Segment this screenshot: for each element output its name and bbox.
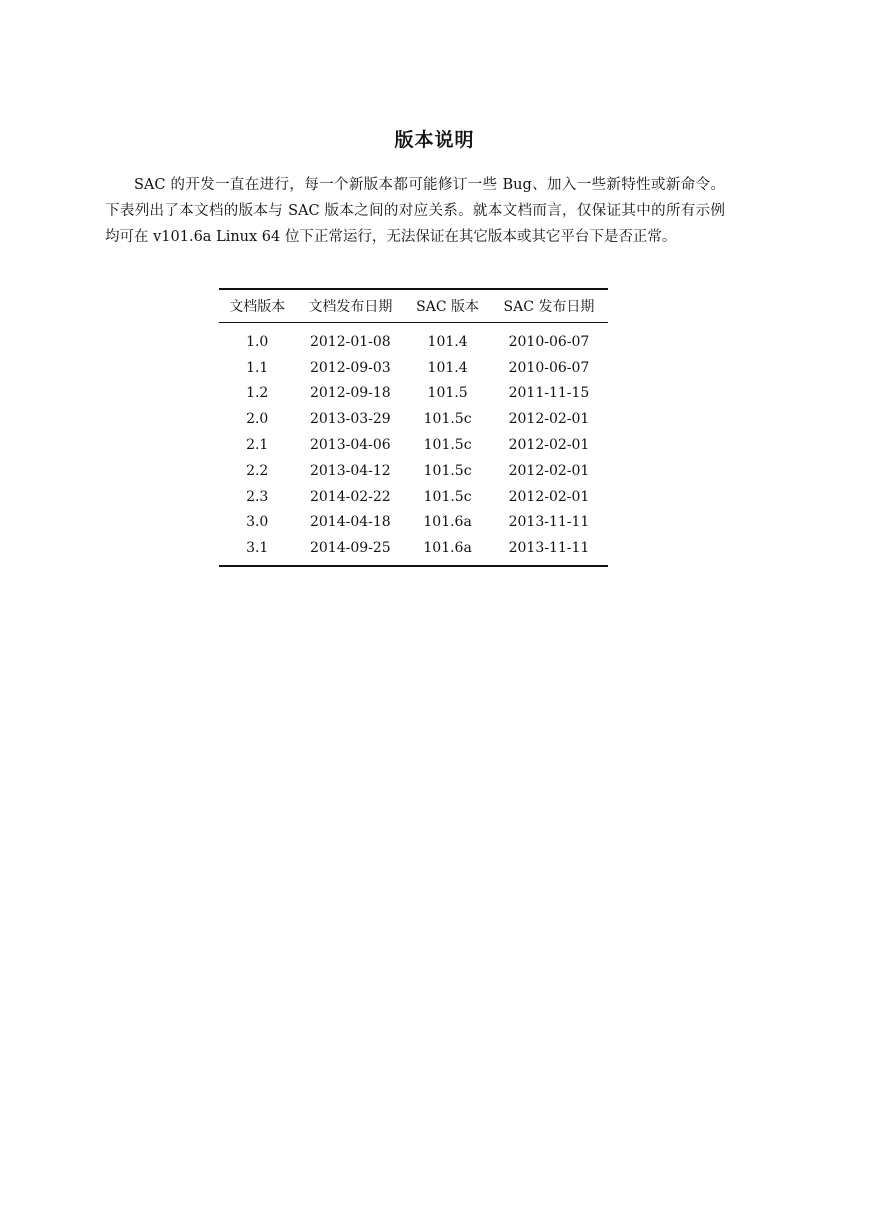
sac-version-cell: 101.5 [427,385,468,402]
sac-date-cell: 2012-02-01 [508,411,590,428]
header-row [219,289,608,323]
header-sac-version: SAC 版本 [416,299,480,315]
doc-version-cell: 1.2 [246,385,269,402]
table-row [219,323,608,355]
table-row [219,355,608,381]
doc-version-cell: 1.0 [246,333,269,350]
doc-date-cell: 2014-04-18 [309,514,391,531]
doc-date-cell: 2013-04-12 [309,462,391,479]
doc-date-cell: 2012-09-03 [309,359,391,376]
header-sac-release-date: SAC 发布日期 [503,299,595,315]
sac-date-cell: 2012-02-01 [508,462,590,479]
sac-version-cell: 101.6a [423,540,472,557]
doc-date-cell: 2012-01-08 [309,333,391,350]
sac-version-cell: 101.4 [427,359,468,376]
version-table [219,288,608,567]
sac-date-cell: 2013-11-11 [508,540,590,557]
sac-date-cell: 2010-06-07 [508,333,590,350]
sac-date-cell: 2012-02-01 [508,488,590,505]
doc-date-cell: 2013-04-06 [309,437,391,454]
doc-version-cell: 2.2 [246,462,269,479]
doc-version-cell: 2.3 [246,488,269,505]
sac-version-cell: 101.5c [423,411,472,428]
sac-date-cell: 2013-11-11 [508,514,590,531]
sac-date-cell: 2010-06-07 [508,359,590,376]
sac-version-cell: 101.6a [423,514,472,531]
table-row [219,432,608,458]
doc-version-cell: 1.1 [246,359,269,376]
version-table-body [219,323,608,567]
table-row [219,458,608,484]
sac-date-cell: 2012-02-01 [508,437,590,454]
sac-version-cell: 101.5c [423,437,472,454]
sac-version-cell: 101.4 [427,333,468,350]
table-row [219,484,608,510]
page-title: 版本说明 [394,129,475,151]
sac-version-cell: 101.5c [423,462,472,479]
doc-date-cell: 2014-09-25 [309,540,391,557]
sac-version-cell: 101.5c [423,488,472,505]
sac-date-cell: 2011-11-15 [508,385,590,402]
doc-date-cell: 2013-03-29 [309,411,391,428]
doc-date-cell: 2014-02-22 [309,488,391,505]
version-table-header [219,289,608,323]
header-doc-release-date: 文档发布日期 [308,299,393,315]
table-row [219,381,608,407]
table-row [219,406,608,432]
header-doc-version: 文档版本 [229,299,286,315]
table-row [219,535,608,566]
doc-version-cell: 3.0 [246,514,269,531]
doc-date-cell: 2012-09-18 [309,385,391,402]
doc-version-cell: 2.1 [246,437,269,454]
intro-paragraph: SAC 的开发一直在进行，每一个新版本都可能修订一些 Bug、加入一些新特性或新命令。下表列出了本文档的版本与 SAC 版本之间的对应关系。就本文档而言，仅保证其中的所有示例均可在 v101.6a Linux 64 位下正常运行，无法保证在其它版本或其它平台下是否正常。 [105,177,725,245]
table-row [219,510,608,536]
doc-version-cell: 2.0 [246,411,269,428]
doc-version-cell: 3.1 [246,540,269,557]
